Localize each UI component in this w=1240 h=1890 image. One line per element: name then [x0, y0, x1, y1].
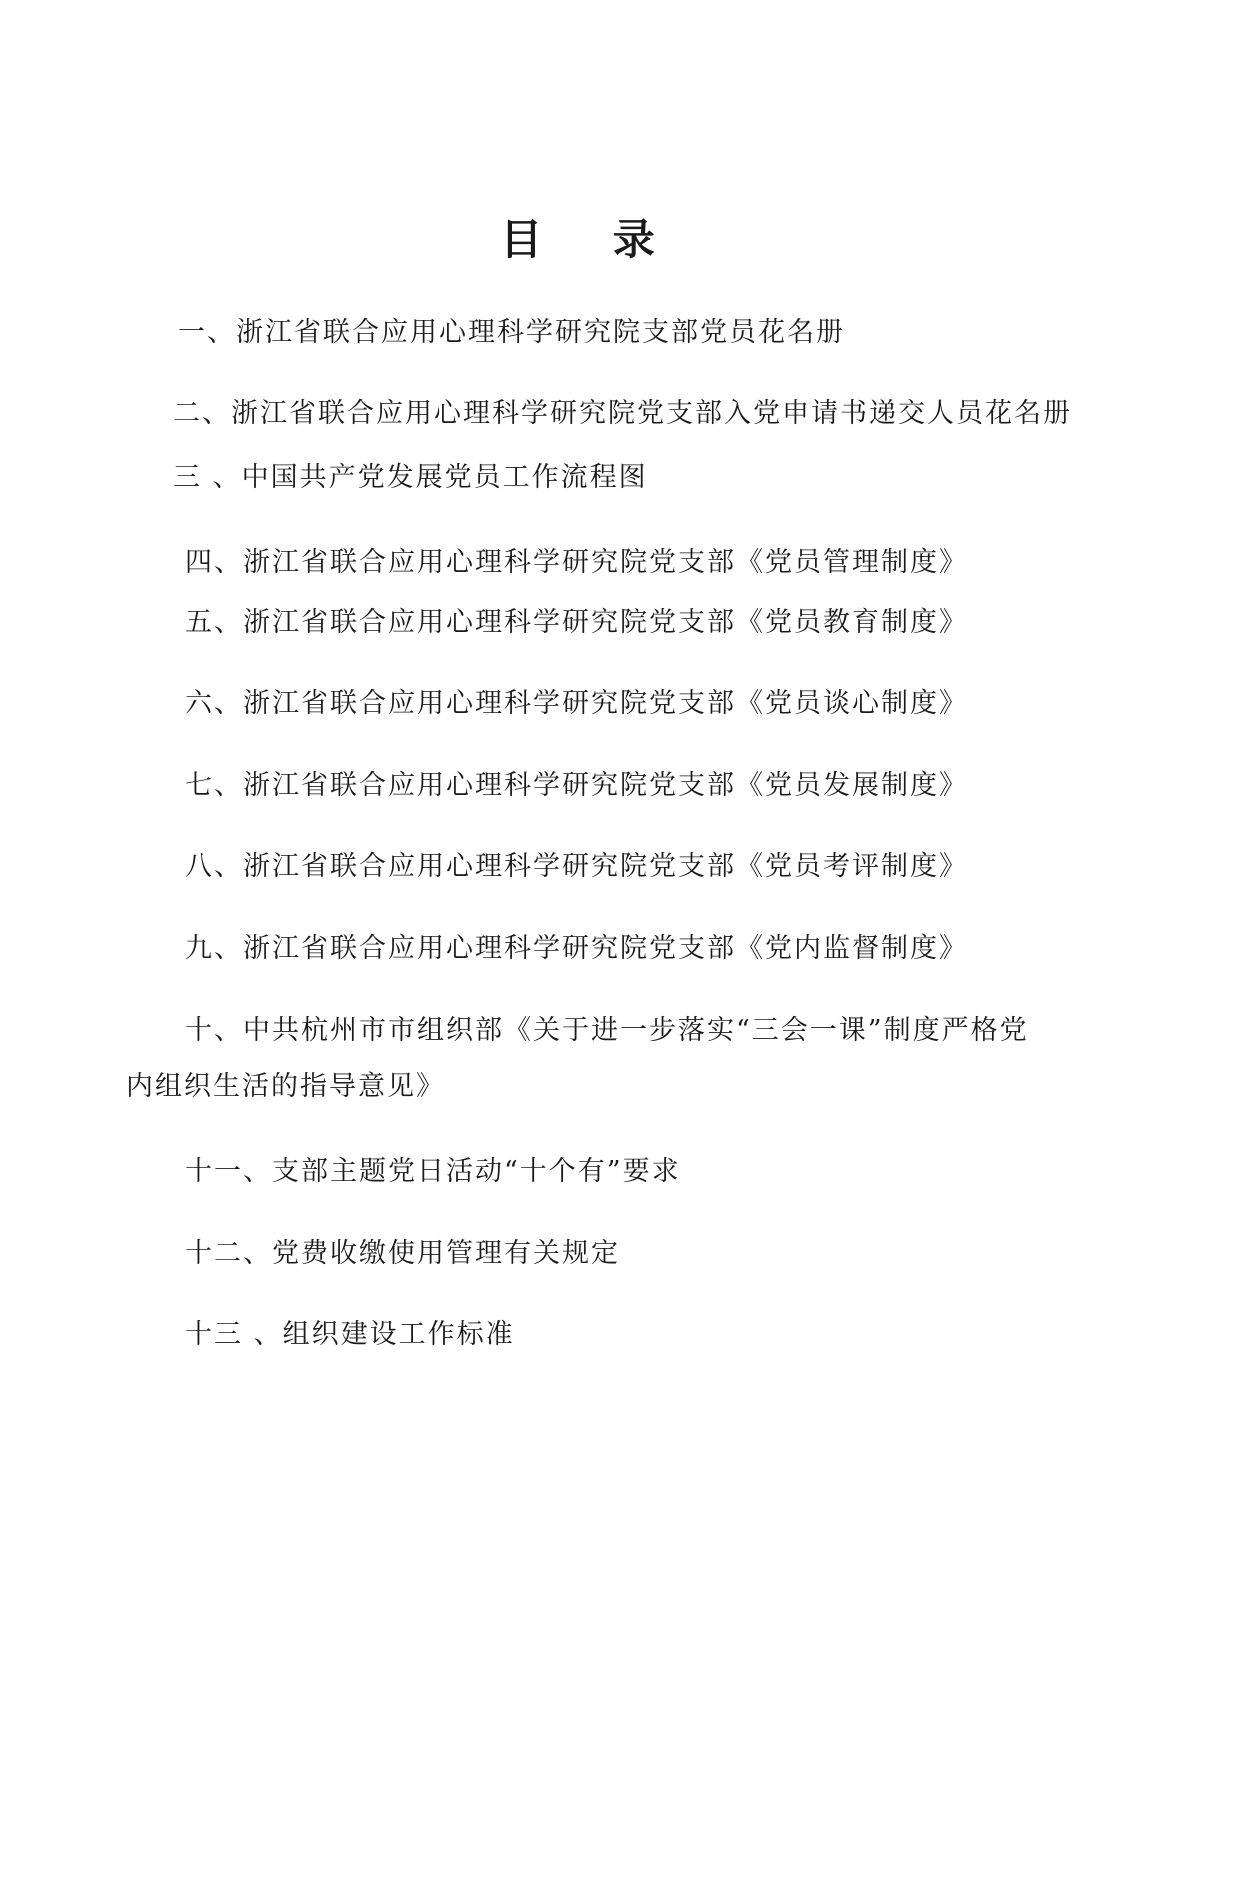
toc-item-2: 二、浙江省联合应用心理科学研究院党支部入党申请书递交人员花名册	[173, 398, 1072, 429]
toc-item-3: 三 、中国共产党发展党员工作流程图	[173, 462, 648, 493]
toc-item-9: 九、浙江省联合应用心理科学研究院党支部《党内监督制度》	[185, 933, 968, 964]
toc-item-10: 十、中共杭州市市组织部《关于进一步落实“三会一课”制度严格党	[185, 1015, 1029, 1046]
toc-item-13: 十三 、组织建设工作标准	[185, 1319, 515, 1350]
toc-item-4: 四、浙江省联合应用心理科学研究院党支部《党员管理制度》	[185, 547, 968, 578]
toc-item-5: 五、浙江省联合应用心理科学研究院党支部《党员教育制度》	[185, 607, 968, 638]
toc-item-6: 六、浙江省联合应用心理科学研究院党支部《党员谈心制度》	[185, 688, 968, 719]
toc-item-12: 十二、党费收缴使用管理有关规定	[185, 1238, 620, 1269]
toc-item-7: 七、浙江省联合应用心理科学研究院党支部《党员发展制度》	[185, 770, 968, 801]
toc-item-11: 十一、支部主题党日活动“十个有”要求	[185, 1156, 681, 1187]
toc-item-1: 一、浙江省联合应用心理科学研究院支部党员花名册	[178, 317, 845, 348]
toc-item-8: 八、浙江省联合应用心理科学研究院党支部《党员考评制度》	[185, 851, 968, 882]
page-title: 目 录	[500, 215, 683, 264]
toc-item-10-continuation: 内组织生活的指导意见》	[126, 1071, 445, 1102]
